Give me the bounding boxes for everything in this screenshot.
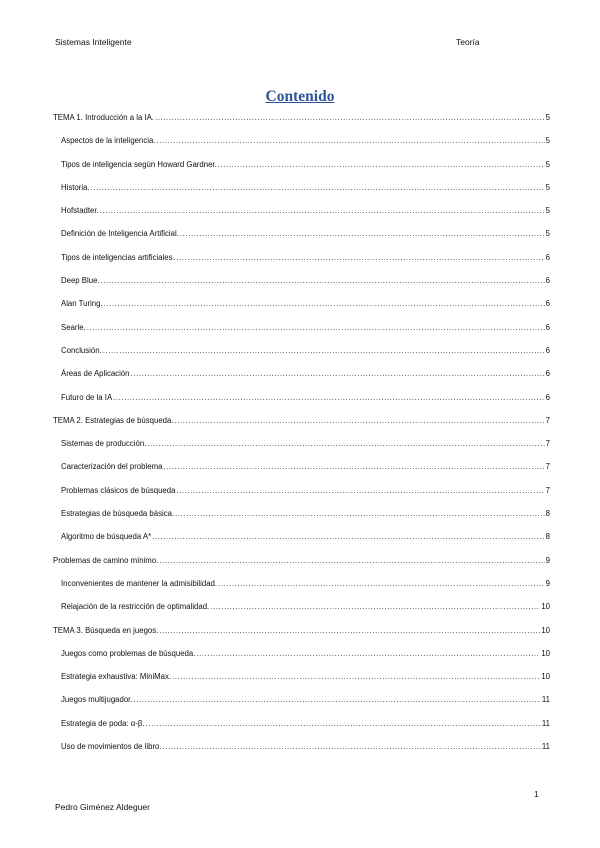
toc-entry-page: 5 [545,206,550,216]
header-course-title: Sistemas Inteligente [55,37,132,47]
toc-dot-leader [218,579,545,588]
toc-entry-page: 10 [541,648,550,658]
toc-entry[interactable] [53,323,550,346]
toc-dot-leader [147,439,544,448]
toc-dot-leader [101,276,545,285]
toc-entry-page: 10 [541,602,550,612]
toc-entry[interactable] [53,346,550,369]
toc-entry[interactable] [53,183,550,206]
toc-dot-leader [91,183,545,192]
toc-entry-page: 7 [545,485,550,495]
toc-entry-label: Problemas de camino mínimo. [53,555,159,565]
toc-entry-page: 6 [545,369,550,379]
footer-author: Pedro Giménez Aldeguer [55,802,150,812]
toc-dot-leader [113,393,545,402]
toc-entry-page: 7 [545,415,550,425]
toc-entry-label: Futuro de la IA [61,392,113,402]
toc-entry[interactable] [53,719,550,742]
toc-entry-page: 5 [545,113,550,122]
toc-entry-page: 8 [545,509,550,519]
toc-entry-label: Juegos como problemas de búsqueda. [61,648,196,658]
toc-entry-label: Áreas de Aplicación [61,369,130,379]
toc-entry-page: 5 [545,182,550,192]
toc-entry-label: Algoritmo de búsqueda A* [61,532,152,542]
toc-entry[interactable] [53,532,550,555]
toc-dot-leader [176,486,544,495]
toc-dot-leader [134,695,541,704]
toc-entry[interactable] [53,416,550,439]
toc-entry-label: Hofstadter. [61,206,99,216]
toc-entry-label: Conclusión. [61,345,102,355]
toc-entry-page: 8 [545,532,550,542]
toc-entry-page: 11 [541,695,550,705]
toc-dot-leader [175,416,545,425]
toc-entry[interactable] [53,393,550,416]
toc-entry[interactable] [53,113,550,136]
toc-entry-page: 9 [545,578,550,588]
toc-entry-page: 6 [545,322,550,332]
toc-dot-leader [159,556,544,565]
toc-entry-page: 6 [545,392,550,402]
table-of-contents [53,113,550,765]
toc-entry[interactable] [53,742,550,765]
toc-entry[interactable] [53,253,550,276]
toc-entry-page: 5 [545,136,550,146]
toc-entry[interactable] [53,276,550,299]
toc-dot-leader [218,160,545,169]
toc-entry-label: Inconvenientes de mantener la admisibilidad. [61,578,218,588]
toc-entry-label: Estrategia exhaustiva: MiniMax. [61,672,172,682]
toc-title: Contenido [265,88,335,105]
toc-entry-label: Juegos multijugador. [61,695,133,705]
toc-entry-page: 10 [541,672,550,682]
toc-entry-label: Tipos de inteligencias artificiales [61,252,173,262]
toc-dot-leader [163,462,544,471]
toc-dot-leader [155,113,545,122]
toc-dot-leader [159,626,540,635]
toc-entry-label: Historia. [61,182,90,192]
toc-entry-label: Tipos de inteligencia según Howard Gardner. [61,159,217,169]
toc-dot-leader [146,719,541,728]
page-number: 1 [534,789,539,799]
toc-entry[interactable] [53,439,550,462]
toc-entry-label: Uso de movimientos de libro. [61,742,162,752]
toc-entry-label: Definición de Inteligencia Artificial. [61,229,179,239]
toc-dot-leader [103,346,545,355]
toc-entry-page: 6 [545,345,550,355]
toc-entry[interactable] [53,462,550,485]
toc-entry-label: Alan Turing. [61,299,103,309]
toc-entry-page: 6 [545,299,550,309]
toc-dot-leader [196,649,540,658]
toc-entry-page: 11 [541,742,550,752]
toc-entry[interactable] [53,486,550,509]
toc-dot-leader [157,136,545,145]
toc-entry-page: 9 [545,555,550,565]
toc-entry-page: 6 [545,252,550,262]
toc-entry-label: Aspectos de la inteligencia. [61,136,156,146]
toc-dot-leader [172,672,540,681]
header-section-label: Teoría [456,37,480,47]
toc-entry-label: TEMA 1. Introducción a la IA. [53,113,154,122]
toc-entry-label: Problemas clásicos de búsqueda [61,485,176,495]
toc-entry[interactable] [53,626,550,649]
toc-entry[interactable] [53,649,550,672]
toc-entry[interactable] [53,160,550,183]
toc-entry[interactable] [53,299,550,322]
toc-entry-label: Relajación de la restricción de optimalidad. [61,602,210,612]
toc-entry-label: Estrategia de poda: α-β. [61,718,145,728]
toc-dot-leader [87,323,545,332]
toc-dot-leader [180,229,545,238]
toc-entry-label: Estrategias de búsqueda básica. [61,509,175,519]
toc-entry-label: TEMA 3. Búsqueda en juegos. [53,625,159,635]
toc-entry[interactable] [53,136,550,159]
toc-entry-label: Deep Blue. [61,276,100,286]
toc-dot-leader [163,742,541,751]
toc-entry-label: TEMA 2. Estrategias de búsqueda. [53,415,174,425]
toc-entry[interactable] [53,229,550,252]
toc-entry[interactable] [53,602,550,625]
toc-entry-label: Searle. [61,322,86,332]
toc-entry[interactable] [53,579,550,602]
toc-dot-leader [100,206,545,215]
toc-entry-page: 7 [545,439,550,449]
toc-entry-page: 6 [545,276,550,286]
toc-entry[interactable] [53,695,550,718]
toc-dot-leader [175,509,545,518]
toc-entry-page: 11 [541,718,550,728]
toc-dot-leader [210,602,540,611]
toc-entry[interactable] [53,509,550,532]
toc-entry-page: 10 [541,625,550,635]
toc-dot-leader [130,369,544,378]
toc-entry[interactable] [53,369,550,392]
toc-entry-page: 5 [545,229,550,239]
toc-entry-label: Sistemas de producción. [61,439,147,449]
toc-dot-leader [152,532,544,541]
toc-entry[interactable] [53,556,550,579]
toc-entry-page: 7 [545,462,550,472]
toc-dot-leader [174,253,545,262]
toc-entry[interactable] [53,672,550,695]
toc-entry-label: Caracterización del problema [61,462,163,472]
toc-entry-page: 5 [545,159,550,169]
toc-entry[interactable] [53,206,550,229]
toc-dot-leader [104,299,545,308]
